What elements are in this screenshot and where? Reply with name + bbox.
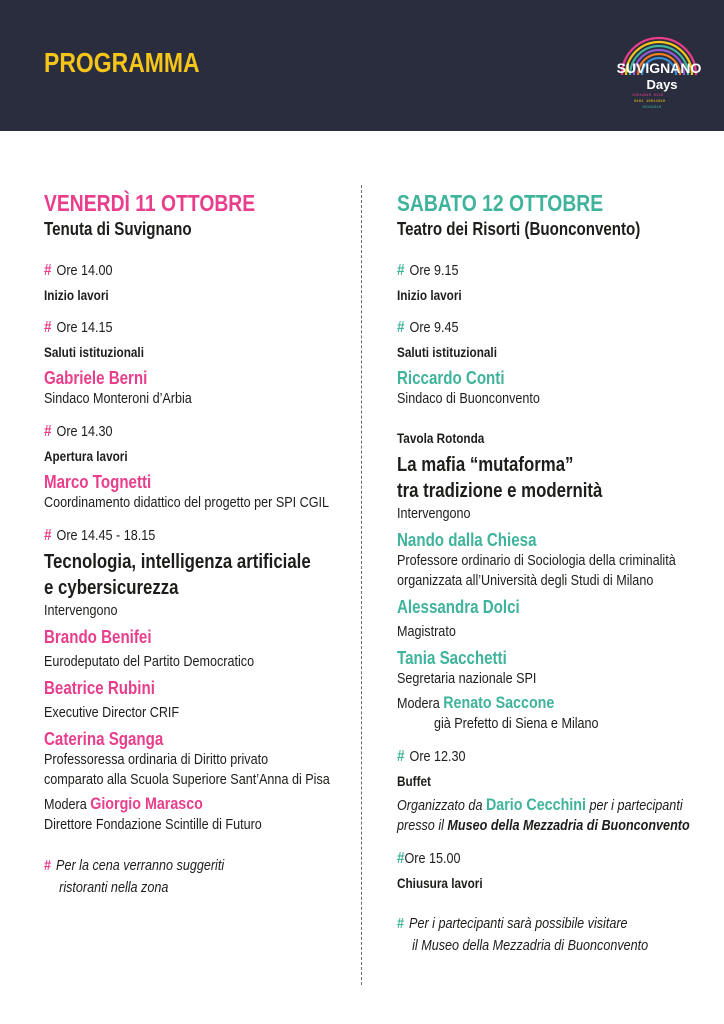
hashtag-icon: #	[44, 527, 52, 544]
speaker-role: Magistrato	[397, 623, 456, 640]
suvignano-days-logo	[612, 23, 706, 121]
moderator-row: Modera Renato Saccone	[397, 693, 555, 712]
hashtag-icon: #	[397, 915, 405, 932]
svg-text:10011010 0110: 10011010 0110	[632, 94, 664, 98]
speaker-name: Tania Sacchetti	[397, 648, 507, 668]
speaker-role: Executive Director CRIF	[44, 704, 180, 721]
time-row: # Ore 14.30	[44, 423, 113, 440]
page-title: PROGRAMMA	[44, 47, 200, 78]
speaker-name: Caterina Sganga	[44, 729, 164, 749]
chef-name: Dario Cecchini	[485, 795, 586, 814]
time-row: # Ore 9.45	[397, 319, 459, 336]
speaker-name: Alessandra Dolci	[397, 597, 520, 617]
venue: Teatro dei Risorti (Buonconvento)	[397, 219, 641, 239]
session-label: Tavola Rotonda	[397, 430, 485, 446]
moderator-row: Modera Giorgio Marasco	[44, 794, 203, 813]
session-label: Saluti istituzionali	[44, 344, 144, 360]
speaker-name: Marco Tognetti	[44, 472, 152, 492]
venue: Tenuta di Suvignano	[44, 219, 192, 239]
speaker-name: Riccardo Conti	[397, 368, 505, 388]
note-line: il Museo della Mezzadria di Buonconvento	[412, 937, 649, 954]
logo-text-1: SUVIGNANO	[616, 60, 702, 76]
speaker-name: Gabriele Berni	[44, 368, 148, 388]
day-heading: SABATO 12 OTTOBRE	[397, 190, 604, 216]
time-row: # Ore 14.00	[44, 262, 113, 279]
note: # Per i partecipanti sarà possibile visitare	[397, 915, 628, 932]
moderator-role: Direttore Fondazione Scintille di Futuro	[44, 816, 262, 833]
speaker-role: organizzata all’Università degli Studi di Milano	[397, 572, 654, 589]
hashtag-icon: #	[397, 319, 405, 336]
museum-name: Museo della Mezzadria di Buonconvento	[447, 817, 690, 834]
svg-text:0101 10011010: 0101 10011010	[634, 100, 666, 104]
speaker-name: Nando dalla Chiesa	[397, 530, 537, 550]
speaker-role: Coordinamento didattico del progetto per SPI CGIL	[44, 494, 330, 511]
hashtag-icon: #	[44, 262, 52, 279]
speaker-name: Beatrice Rubini	[44, 678, 155, 698]
topic-title: e cybersicurezza	[44, 577, 179, 599]
hashtag-icon: #	[44, 423, 52, 440]
speaker-role: Sindaco Monteroni d’Arbia	[44, 390, 192, 407]
speaker-role: Eurodeputato del Partito Democratico	[44, 653, 255, 670]
moderator-name: Giorgio Marasco	[90, 794, 203, 813]
topic-title: Tecnologia, intelligenza artificiale	[44, 551, 311, 573]
time-row: # Ore 14.15	[44, 319, 113, 336]
hashtag-icon: #	[397, 262, 405, 279]
session-label: Chiusura lavori	[397, 875, 483, 891]
speaker-role: Sindaco di Buonconvento	[397, 390, 540, 407]
note-line: ristoranti nella zona	[59, 879, 169, 896]
session-label: Apertura lavori	[44, 448, 128, 464]
speaker-role: Professoressa ordinaria di Diritto privato	[44, 751, 269, 768]
hashtag-icon: #	[44, 319, 52, 336]
buffet-place: presso il Museo della Mezzadria di Buonconvento	[397, 817, 690, 834]
logo-text-2: Days	[646, 77, 678, 92]
hashtag-icon: #	[44, 857, 52, 874]
day-heading: VENERDÌ 11 OTTOBRE	[44, 190, 256, 216]
session-label: Saluti istituzionali	[397, 344, 497, 360]
topic-title: tra tradizione e modernità	[397, 480, 603, 502]
speaker-name: Brando Benifei	[44, 627, 152, 647]
friday-column	[44, 190, 349, 899]
note: # Per la cena verranno suggeriti	[44, 857, 225, 874]
hashtag-icon: #	[397, 748, 405, 765]
session-label: Buffet	[397, 773, 431, 789]
buffet-note: Organizzato da Dario Cecchini per i partecipanti	[397, 795, 683, 814]
saturday-column	[397, 190, 707, 957]
time-row: # Ore 12.30	[397, 748, 466, 765]
intro-text: Intervengono	[397, 505, 471, 522]
moderator-role: già Prefetto di Siena e Milano	[433, 715, 599, 732]
session-label: Inizio lavori	[44, 287, 109, 303]
speaker-role: comparato alla Scuola Superiore Sant’Anna di Pisa	[44, 771, 330, 788]
moderator-name: Renato Saccone	[443, 693, 555, 712]
intro-text: Intervengono	[44, 602, 118, 619]
speaker-role: Segretaria nazionale SPI	[397, 670, 537, 687]
topic-title: La mafia “mutaforma”	[397, 454, 574, 476]
hashtag-icon: #	[397, 850, 405, 867]
speaker-role: Professore ordinario di Sociologia della criminalità	[397, 552, 676, 569]
time-row: #Ore 15.00	[397, 850, 461, 867]
time-row: # Ore 9.15	[397, 262, 459, 279]
session-label: Inizio lavori	[397, 287, 462, 303]
svg-text:10101010: 10101010	[642, 106, 662, 110]
time-row: # Ore 14.45 - 18.15	[44, 527, 156, 544]
header-bar	[0, 0, 724, 131]
column-divider	[361, 185, 362, 985]
